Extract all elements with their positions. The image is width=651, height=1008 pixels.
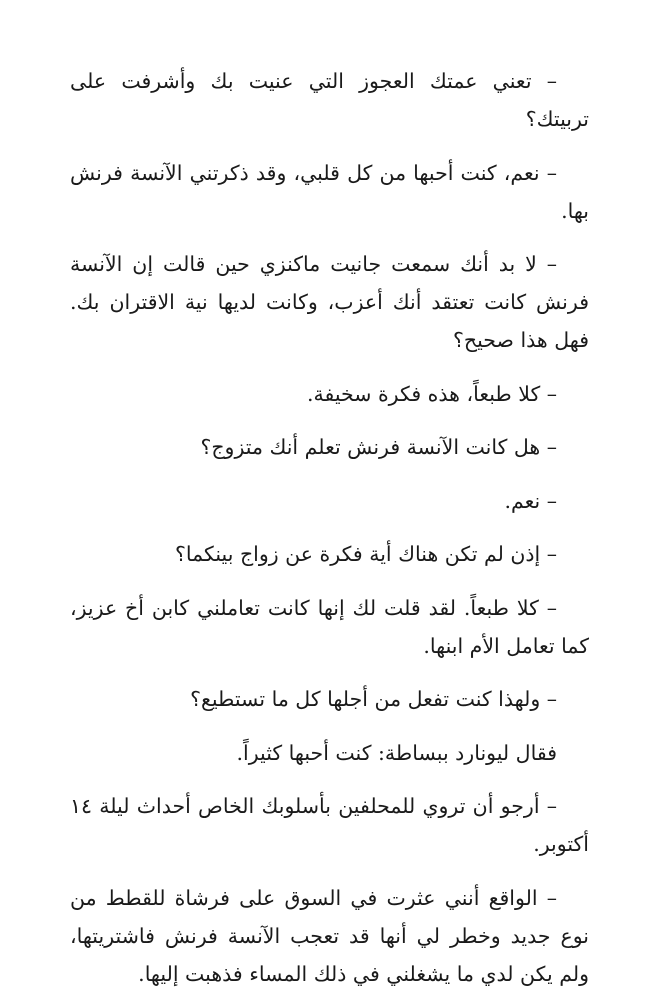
paragraph: فقال ليونارد ببساطة: كنت أحبها كثيراً.: [236, 740, 557, 765]
paragraph: – تعني عمتك العجوز التي عنيت بك وأشرفت على تربيتك؟: [70, 69, 589, 131]
paragraph: – ولهذا كنت تفعل من أجلها كل ما تستطيع؟: [190, 687, 557, 711]
paragraph: – إذن لم تكن هناك أية فكرة عن زواج بينكما؟: [175, 542, 557, 566]
paragraph: – نعم.: [504, 488, 557, 513]
book-page: [70, 62, 589, 1008]
paragraph: – أرجو أن تروي للمحلفين بأسلوبك الخاص أحداث ليلة ١٤ أكتوبر.: [70, 794, 589, 856]
paragraph: – هل كانت الآنسة فرنش تعلم أنك متزوج؟: [200, 435, 557, 459]
paragraph: – نعم، كنت أحبها من كل قلبي، وقد ذكرتني الآنسة فرنش بها.: [70, 160, 589, 223]
paragraph: – لا بد أنك سمعت جانيت ماكنزي حين قالت إن الآنسة فرنش كانت تعتقد أنك أعزب، وكانت لديها نية الاقتران بك. فهل هذا صحيح؟: [70, 252, 589, 352]
paragraph: – كلا طبعاً، هذه فكرة سخيفة.: [306, 381, 557, 406]
paragraph: – كلا طبعاً. لقد قلت لك إنها كانت تعاملني كابن أخ عزيز، كما تعامل الأم ابنها.: [70, 595, 589, 658]
paragraph: – الواقع أنني عثرت في السوق على فرشاة للقطط من نوع جديد وخطر لي أنها قد تعجب الآنسة فرنش فاشتريتها، ولم يكن لدي ما يشغلني في ذلك المساء فذهبت إليها.: [70, 885, 589, 986]
